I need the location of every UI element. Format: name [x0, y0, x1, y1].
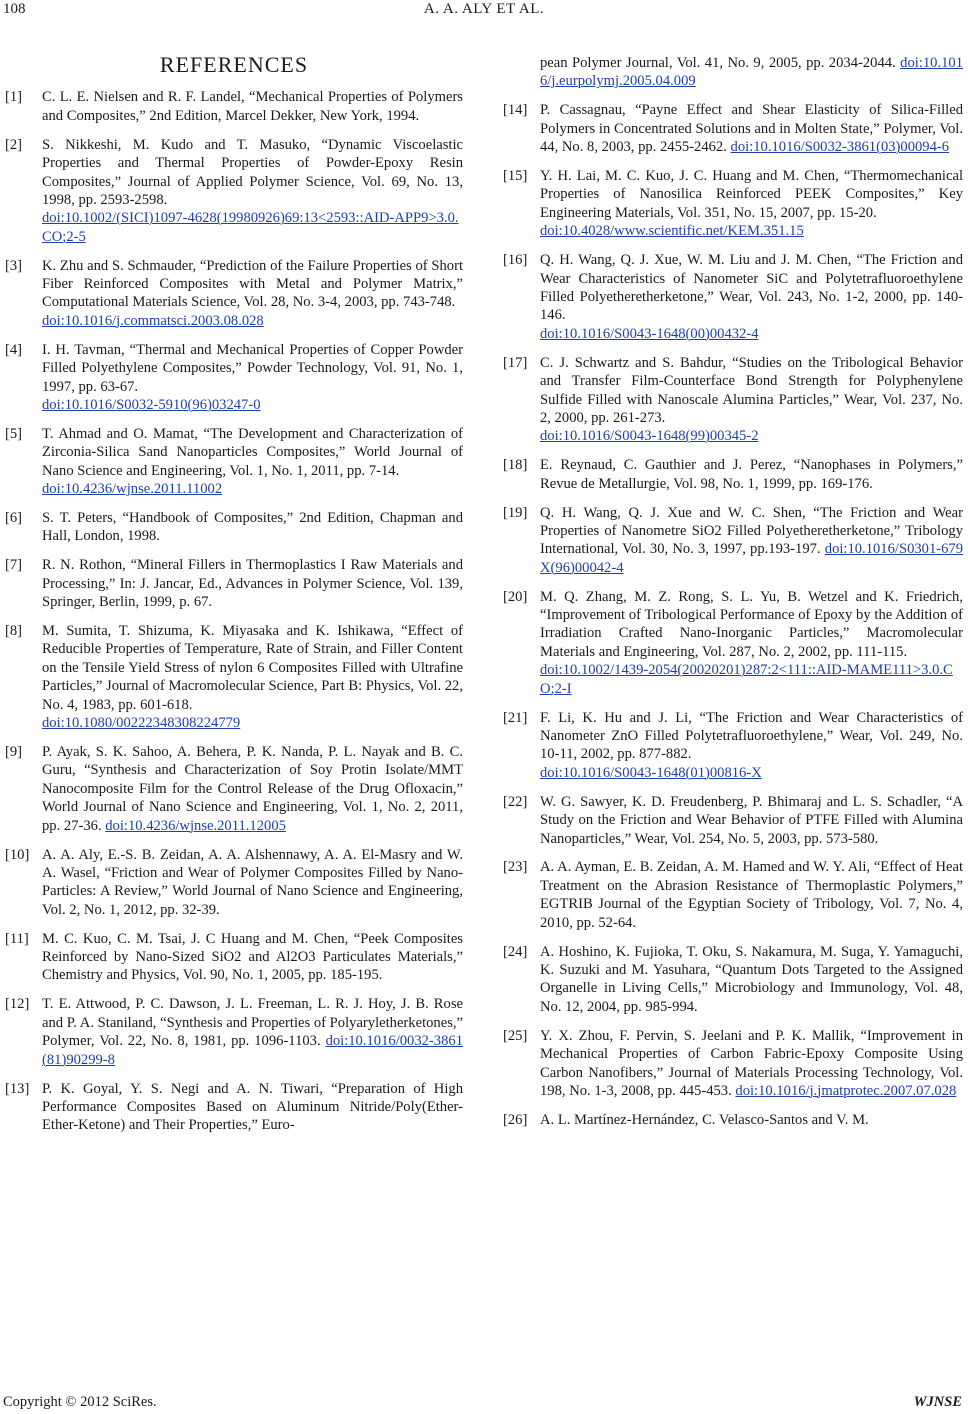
- reference-text: K. Zhu and S. Schmauder, “Prediction of the Failure Properties of Short Fiber Reinforced Composites with Metal and Polymer Matrix,” Computational Materials Science, Vol. 28, No. 3-4, 2003, pp. 743-748.: [42, 257, 463, 311]
- reference-text: C. L. E. Nielsen and R. F. Landel, “Mechanical Properties of Polymers and Composites,” 2nd Edition, Marcel Dekker, New York, 1994.: [42, 89, 463, 124]
- reference-text: A. Hoshino, K. Fujioka, T. Oku, S. Nakamura, M. Suga, Y. Yamaguchi, K. Suzuki and M. Yasuhara, “Quantum Dots Targeted to the Assigned Organelle in Living Cells,” Microbiology and Immunology, Vol. 48, No. 12, 2004, pp. 985-994.: [540, 943, 963, 1015]
- reference-number: [1]: [5, 89, 23, 106]
- reference-item: [5, 846, 463, 920]
- reference-item: [503, 1027, 963, 1101]
- reference-number: [21]: [503, 709, 528, 726]
- reference-item: [503, 588, 963, 698]
- reference-text: E. Reynaud, C. Gauthier and J. Perez, “Nanophases in Polymers,” Revue de Metallurgie, Vol. 98, No. 1, 1999, pp. 169-176.: [540, 457, 963, 492]
- journal-abbrev: WJNSE: [913, 1394, 962, 1410]
- doi-link[interactable]: doi:10.1002/(SICI)1097-4628(19980926)69:13<2593::AID-APP9>3.0.CO;2-5: [42, 210, 459, 245]
- reference-text: P. K. Goyal, Y. S. Negi and A. N. Tiwari, “Preparation of High Performance Composites Based on Aluminum Nitride/Poly(Ether-Ether-Ketone) and Their Properties,” Euro-: [42, 1080, 463, 1134]
- reference-text: Y. H. Lai, M. C. Kuo, J. C. Huang and M. Chen, “Thermomechanical Properties of Nanosilica Reinforced PEEK Composites,” Key Engineering Materials, Vol. 351, No. 15, 2007, pp. 15-20.: [540, 168, 963, 221]
- copyright-notice: Copyright © 2012 SciRes.: [3, 1394, 157, 1410]
- reference-item: [503, 793, 963, 848]
- doi-link[interactable]: doi:10.4028/www.scientific.net/KEM.351.15: [540, 223, 804, 240]
- reference-text: A. A. Aly, E.-S. B. Zeidan, A. A. Alshennawy, A. A. El-Masry and W. A. Wasel, “Friction and Wear of Polymer Composites Filled by Nano-Particles: A Review,” World Journal of Nano Science and Engineering, Vol. 2, No. 1, 2012, pp. 32-39.: [42, 846, 463, 918]
- reference-item: [503, 504, 963, 578]
- reference-item: [5, 509, 463, 546]
- reference-item: [5, 995, 463, 1069]
- reference-text: T. E. Attwood, P. C. Dawson, J. L. Freeman, L. R. J. Hoy, J. B. Rose and P. A. Staniland, “Synthesis and Properties of Polyaryletherketones,” Polymer, Vol. 22, No. 8, 1981, pp. 1096-1103.: [42, 996, 463, 1050]
- reference-item: [503, 167, 963, 241]
- reference-number: [4]: [5, 341, 23, 358]
- reference-text: R. N. Rothon, “Mineral Fillers in Thermoplastics I Raw Materials and Processing,” In: J. Jancar, Ed., Advances in Polymer Science, Vol. 139, Springer, Berlin, 1999, p. 67.: [42, 557, 463, 611]
- reference-item: [5, 341, 463, 415]
- reference-text: pean Polymer Journal, Vol. 41, No. 9, 2005, pp. 2034-2044.: [540, 55, 896, 71]
- reference-item: [503, 251, 963, 343]
- doi-link[interactable]: doi:10.1080/00222348308224779: [42, 715, 241, 732]
- page-number: 108: [3, 1, 26, 17]
- reference-item: [5, 88, 463, 125]
- reference-number: [16]: [503, 252, 528, 269]
- reference-text: I. H. Tavman, “Thermal and Mechanical Properties of Copper Powder Filled Polyethylene Composites,” Powder Technology, Vol. 91, No. 1, 1997, pp. 63-67.: [42, 341, 463, 395]
- reference-number: [13]: [5, 1080, 30, 1097]
- reference-item: [5, 1080, 463, 1135]
- reference-item: [503, 709, 963, 783]
- reference-number: [23]: [503, 859, 528, 876]
- doi-link[interactable]: doi:10.1016/S0043-1648(01)00816-X: [540, 764, 762, 781]
- doi-link[interactable]: doi:10.1016/S0032-3861(03)00094-6: [730, 139, 950, 156]
- reference-item: [5, 257, 463, 331]
- reference-number: [5]: [5, 425, 23, 442]
- reference-item: [503, 101, 963, 156]
- reference-number: [14]: [503, 102, 528, 119]
- reference-item: [5, 556, 463, 611]
- reference-text: Y. X. Zhou, F. Pervin, S. Jeelani and P. K. Mallik, “Improvement in Mechanical Properties of Carbon Fabric-Epoxy Composite Using Carbon Nanofibers,” Journal of Materials Processing Technology, Vol. 198, No. 1-3, 2008, pp. 445-453.: [540, 1027, 963, 1099]
- doi-link[interactable]: doi:10.4236/wjnse.2011.11002: [42, 481, 223, 498]
- doi-link[interactable]: doi:10.1016/S0043-1648(99)00345-2: [540, 428, 759, 445]
- doi-link[interactable]: doi:10.1016/S0032-5910(96)03247-0: [42, 397, 261, 413]
- reference-number: [11]: [5, 930, 29, 947]
- reference-item: [5, 425, 463, 499]
- reference-text: S. Nikkeshi, M. Kudo and T. Masuko, “Dynamic Viscoelastic Properties and Thermal Properties of Powder-Epoxy Resin Composites,” Journal of Applied Polymer Science, Vol. 69, No. 13, 1998, pp. 2593-2598.: [42, 136, 463, 208]
- reference-text: M. Sumita, T. Shizuma, K. Miyasaka and K. Ishikawa, “Effect of Reducible Properties of Temperature, Rate of Strain, and Filler Content on the Tensile Yield Stress of nylon 6 Composites Filled with Ultrafine Particles,” Journal of Macromolecular Science, Part B: Physics, Vol. 22, No. 4, 1983, pp. 601-618.: [42, 623, 463, 713]
- reference-text: Q. H. Wang, Q. J. Xue, W. M. Liu and J. M. Chen, “The Friction and Wear Characteristics of Nanometer SiC and Polytetrafluoroethylene Filled Polyetheretherketone,” Wear, Vol. 243, No. 1-2, 2000, pp. 140-146.: [540, 252, 963, 324]
- doi-link[interactable]: doi:10.1016/j.commatsci.2003.08.028: [42, 312, 264, 329]
- doi-link[interactable]: doi:10.4236/wjnse.2011.12005: [105, 817, 286, 834]
- reference-text: Q. H. Wang, Q. J. Xue and W. C. Shen, “The Friction and Wear Properties of Nanometre SiO2 Filled Polyetheretherketone,” Tribology International, Vol. 30, No. 3, 1997, pp.193-197.: [540, 504, 963, 558]
- reference-item: [5, 743, 463, 835]
- doi-link[interactable]: doi:10.1016/S0301-679X(96)00042-4: [540, 541, 964, 576]
- reference-text: M. C. Kuo, C. M. Tsai, J. C Huang and M. Chen, “Peek Composites Reinforced by Nano-Sized SiO2 and Al2O3 Particulates Materials,” Chemistry and Physics, Vol. 90, No. 1, 2005, pp. 185-195.: [42, 930, 463, 984]
- reference-text: A. A. Ayman, E. B. Zeidan, A. M. Hamed and W. Y. Ali, “Effect of Heat Treatment on the Abrasion Resistance of Thermoplastic Polymers,” EGTRIB Journal of the Egyptian Society of Tribology, Vol. 7, No. 4, 2010, pp. 52-64.: [540, 859, 963, 931]
- reference-number: [18]: [503, 457, 528, 474]
- reference-item: [503, 456, 963, 493]
- reference-text: P. Cassagnau, “Payne Effect and Shear Elasticity of Silica-Filled Polymers in Concentrated Solutions and in Molten State,” Polymer, Vol. 44, No. 8, 2003, pp. 2455-2462.: [540, 102, 963, 156]
- doi-link[interactable]: doi:10.1016/j.jmatprotec.2007.07.028: [735, 1082, 957, 1099]
- reference-number: [20]: [503, 588, 528, 605]
- reference-text: P. Ayak, S. K. Sahoo, A. Behera, P. K. Nanda, P. L. Nayak and B. C. Guru, “Synthesis and Characterization of Soy Protin Isolate/MMT Nanocomposite Film for the Control Release of the Drug Ofloxacin,” World Journal of Nano Science and Engineering, Vol. 1, No. 2, 2011, pp. 27-36.: [42, 744, 463, 834]
- reference-text: A. L. Martínez-Hernández, C. Velasco-Santos and V. M.: [540, 1111, 869, 1128]
- reference-number: [10]: [5, 846, 30, 863]
- reference-item: [5, 930, 463, 985]
- reference-number: [26]: [503, 1111, 528, 1128]
- page-header: [0, 0, 968, 40]
- reference-item: [503, 1111, 963, 1129]
- reference-text: C. J. Schwartz and S. Bahdur, “Studies on the Tribological Behavior and Transfer Film-Counterface Bond Strength for Polyphenylene Sulfide Filled with Nanoscale Alumina Particles,” Wear, Vol. 237, No. 2, 2000, pp. 261-273.: [540, 354, 963, 426]
- reference-number: [22]: [503, 793, 528, 810]
- reference-number: [7]: [5, 557, 23, 574]
- doi-link[interactable]: doi:10.1002/1439-2054(20020201)287:2<111::AID-MAME111>3.0.CO;2-I: [540, 662, 953, 697]
- reference-number: [9]: [5, 744, 23, 760]
- right-column: [503, 54, 963, 1140]
- running-head: A. A. ALY ET AL.: [423, 1, 545, 17]
- reference-text: F. Li, K. Hu and J. Li, “The Friction and Wear Characteristics of Nanometer ZnO Filled Polytetrafluoroethylene,” Wear, Vol. 249, No. 10-11, 2002, pp. 877-882.: [540, 709, 963, 763]
- reference-text: T. Ahmad and O. Mamat, “The Development and Characterization of Zirconia-Silica Sand Nanoparticles Composites,” World Journal of Nano Science and Engineering, Vol. 1, No. 1, 2011, pp. 7-14.: [42, 425, 463, 479]
- reference-item: [503, 354, 963, 446]
- reference-text: S. T. Peters, “Handbook of Composites,” 2nd Edition, Chapman and Hall, London, 1998.: [42, 510, 463, 545]
- reference-number: [6]: [5, 510, 23, 527]
- reference-number: [19]: [503, 504, 528, 521]
- reference-list-left: [5, 88, 463, 1134]
- reference-item: [503, 858, 963, 932]
- reference-item: [5, 136, 463, 246]
- reference-number: [12]: [5, 996, 30, 1013]
- reference-list-right: [503, 101, 963, 1129]
- reference-continuation: [503, 54, 963, 91]
- reference-text: M. Q. Zhang, M. Z. Rong, S. L. Yu, B. Wetzel and K. Friedrich, “Improvement of Tribological Performance of Epoxy by the Addition of Irradiation Crafted Nano-Inorganic Particles,” Macromolecular Materials and Engineering, Vol. 287, No. 2, 2002, pp. 111-115.: [540, 588, 963, 660]
- reference-text: W. G. Sawyer, K. D. Freudenberg, P. Bhimaraj and L. S. Schadler, “A Study on the Friction and Wear Behavior of PTFE Filled with Alumina Nanoparticles,” Wear, Vol. 254, No. 5, 2003, pp. 573-580.: [540, 793, 963, 847]
- reference-item: [5, 622, 463, 732]
- reference-item: [503, 943, 963, 1017]
- doi-link[interactable]: doi:10.1016/j.eurpolymj.2005.04.009: [540, 55, 963, 90]
- reference-number: [24]: [503, 943, 528, 960]
- doi-link[interactable]: doi:10.1016/0032-3861(81)90299-8: [42, 1033, 463, 1068]
- reference-number: [2]: [5, 136, 23, 153]
- left-column: [5, 46, 463, 1145]
- reference-number: [3]: [5, 257, 23, 274]
- reference-number: [17]: [503, 354, 528, 371]
- section-title: REFERENCES: [159, 52, 309, 77]
- reference-number: [15]: [503, 168, 528, 185]
- reference-number: [8]: [5, 623, 23, 640]
- doi-link[interactable]: doi:10.1016/S0043-1648(00)00432-4: [540, 325, 759, 342]
- reference-number: [25]: [503, 1027, 528, 1044]
